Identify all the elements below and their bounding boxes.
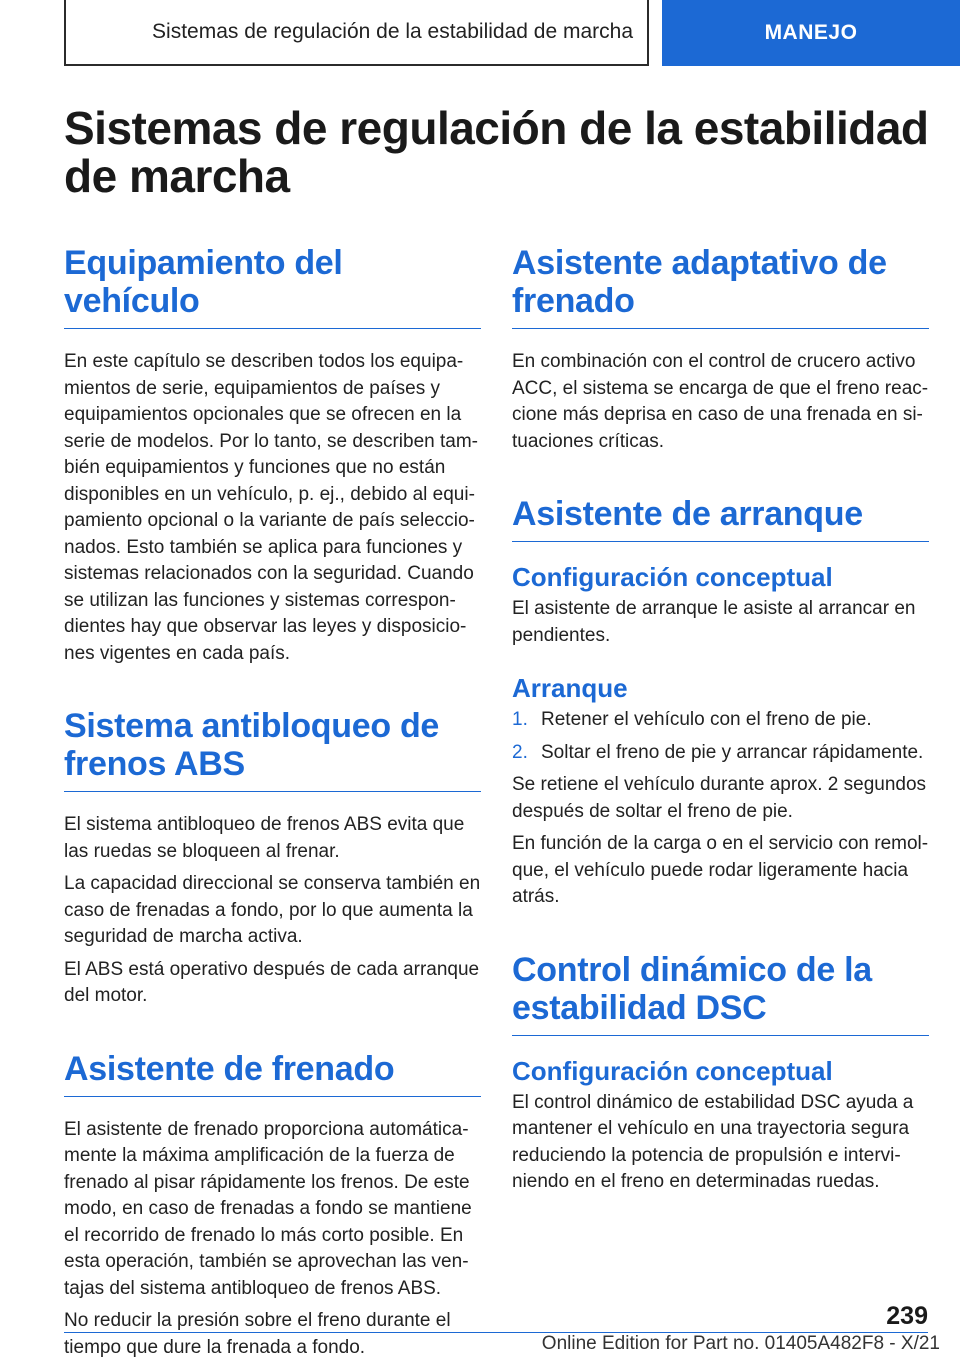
paragraph: El sistema antibloqueo de frenos ABS evita que las ruedas se bloqueen al frenar. [64,814,465,862]
section-heading: Asistente de frenado [64,1050,481,1097]
left-column [64,244,481,1362]
right-column [512,244,929,1236]
section-heading: Asistente de arranque [512,495,929,542]
paragraph: El ABS está operativo después de cada arranque del motor. [64,958,480,1006]
section-heading: Asistente adaptativo de frenado [512,244,929,329]
paragraph: En función de la carga o en el servicio con remol- que, el vehículo puede rodar ligeramente hacia atrás. [512,833,929,907]
section-heading: Sistema antibloqueo de frenos ABS [64,707,481,792]
list-item [512,707,929,734]
paragraph: La capacidad direccional se conserva también en caso de frenadas a fondo, por lo que aumenta la seguridad de marcha activa. [64,873,481,947]
section-asistente-arranque [512,495,929,911]
step-number: 2. [512,741,528,763]
page-title: Sistemas de regulación de la estabilidad de marcha [64,102,929,202]
page-number: 239 [886,1302,928,1330]
section-heading: Equipamiento del vehículo [64,244,481,329]
paragraph: En este capítulo se describen todos los equipa- mientos de serie, equipamientos de países y equipamientos opcionales que se ofrecen en la serie de modelos. Por lo tanto, se describen tam- bién equipamientos y funciones que no están disponibles en un vehículo, p. ej., debido al equi- pamiento opcional o la variante de país seleccio- nados. Esto también se aplica para funciones y sistemas relacionados con la seguridad. Cuando se utilizan las funciones y sistemas correspon- dientes hay que observar las leyes y disposicio- nes vigentes en cada país. [64,351,478,664]
step-text: Retener el vehículo con el freno de pie. [541,709,872,730]
header-section-title: Sistemas de regulación de la estabilidad de marcha [152,20,633,43]
section-equipamiento [64,244,481,667]
steps-list [512,707,929,766]
section-heading: Control dinámico de la estabilidad DSC [512,951,929,1036]
paragraph: En combinación con el control de crucero activo ACC, el sistema se encarga de que el freno reac- cione más deprisa en caso de una frenada en si- tuaciones críticas. [512,351,929,452]
subsection-heading: Arranque [512,673,628,703]
list-item [512,740,929,767]
section-asistente-frenado [64,1050,481,1362]
step-number: 1. [512,709,528,730]
chapter-tab[interactable] [662,0,960,66]
paragraph: El control dinámico de estabilidad DSC ayuda a mantener el vehículo en una trayectoria segura reduciendo la potencia de propulsión e intervi- niendo en el freno en determinadas ruedas. [512,1091,914,1192]
subsection-heading: Configuración conceptual [512,1055,833,1086]
paragraph: No reducir la presión sobre el freno durante el tiempo que dure la frenada a fondo. [64,1310,451,1358]
paragraph: El asistente de arranque le asiste al arrancar en pendientes. [512,598,916,646]
paragraph: Se retiene el vehículo durante aprox. 2 segundos después de soltar el freno de pie. [512,774,927,822]
step-text: Soltar el freno de pie y arrancar rápidamente. [541,741,924,763]
paragraph: El asistente de frenado proporciona automática- mente la máxima amplificación de la fuerza de frenado al pisar rápidamente los frenos. De este modo, en caso de frenadas a fondo se mantiene el recorrido de frenado lo más corto posible. En esta operación, también se aprovechan las ven- tajas del sistema antibloqueo de frenos ABS. [64,1118,472,1299]
chapter-tab-label: MANEJO [764,21,858,44]
section-dsc [512,951,929,1196]
header-section-box [64,0,649,66]
section-abs [64,707,481,1010]
footer-edition: Online Edition for Part no. 01405A482F8 - X/21 [541,1333,940,1354]
subsection-heading: Configuración conceptual [512,562,833,592]
section-asistente-adaptativo [512,244,929,455]
